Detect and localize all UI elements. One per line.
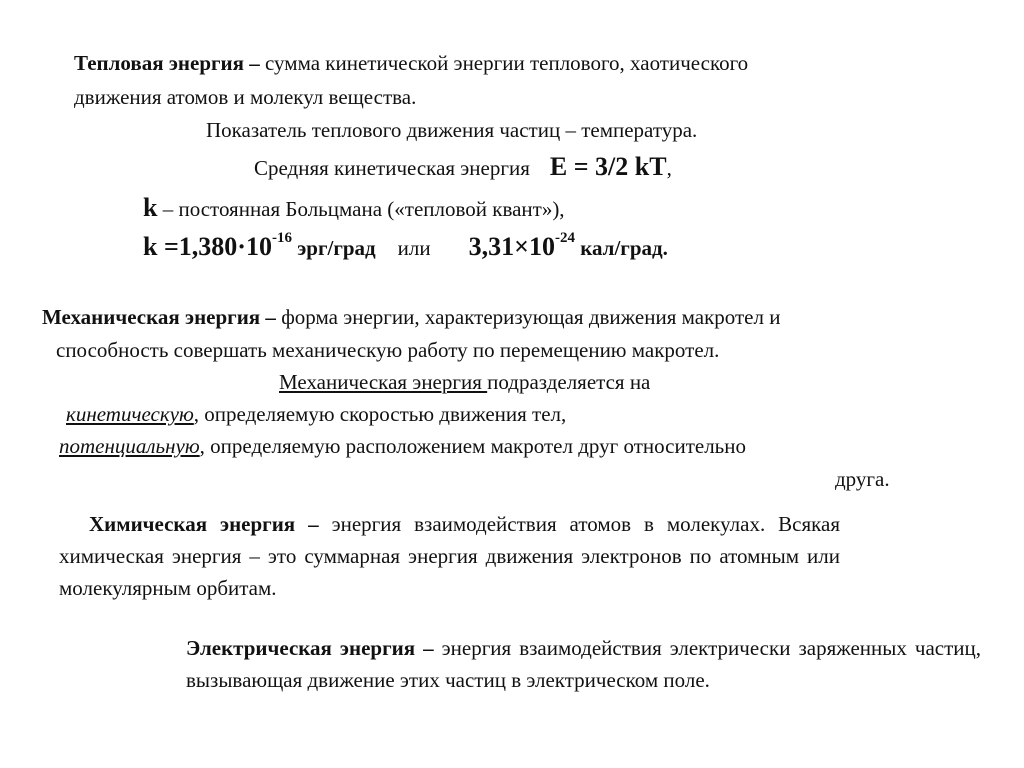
avg-kinetic-energy-line bbox=[254, 151, 672, 184]
mechanical-line-1 bbox=[42, 304, 780, 330]
electrical-term: Электрическая энергия – bbox=[186, 636, 434, 660]
kinetic-word: кинетическую bbox=[66, 402, 194, 426]
mechanical-energy-underlined: Механическая энергия bbox=[279, 370, 488, 394]
k-unit-2: кал/град. bbox=[574, 236, 668, 260]
mechanical-line-2: способность совершать механическую работу по перемещению макротел. bbox=[56, 338, 720, 362]
subdivide-text: подразделяется на bbox=[487, 370, 651, 394]
formula-comma: , bbox=[666, 156, 672, 180]
k-exponent-1: -16 bbox=[271, 230, 292, 247]
chemical-term: Химическая энергия – bbox=[89, 512, 319, 536]
chemical-text: энергия взаимодействия атомов в молекулах. Всякая химическая энергия – это суммарная энергия движения электронов по атомным или молекулярным орбитам. bbox=[59, 512, 840, 600]
mechanical-last-word: друга. bbox=[835, 467, 890, 491]
kinetic-energy-formula: E = 3/2 kT bbox=[549, 152, 667, 181]
k-exponent-2: -24 bbox=[554, 230, 575, 247]
kinetic-line bbox=[66, 401, 566, 427]
k-value-2 bbox=[469, 232, 575, 261]
electrical-paragraph bbox=[186, 632, 981, 696]
kinetic-desc: , определяемую скоростью движения тел, bbox=[193, 402, 567, 426]
k-value-2-base: 3,31×10 bbox=[468, 232, 555, 261]
chemical-paragraph bbox=[59, 508, 840, 604]
boltzmann-value-line bbox=[143, 227, 668, 268]
boltzmann-desc-line bbox=[143, 191, 565, 226]
thermal-line-2: движения атомов и молекул вещества. bbox=[74, 85, 417, 109]
thermal-temperature-line: Показатель теплового движения частиц – температура. bbox=[206, 118, 698, 142]
mechanical-term: Механическая энергия – bbox=[42, 305, 276, 329]
k-symbol: k bbox=[143, 193, 158, 222]
thermal-term: Тепловая энергия – bbox=[74, 51, 260, 75]
thermal-line-1 bbox=[74, 50, 748, 76]
potential-word: потенциальную bbox=[59, 434, 200, 458]
or-word: или bbox=[397, 236, 431, 260]
avg-kinetic-label: Средняя кинетическая энергия bbox=[254, 156, 530, 180]
k-base-1: 10 bbox=[245, 232, 272, 261]
k-value-prefix: k =1,380 bbox=[143, 232, 238, 261]
mechanical-subdivide-line bbox=[279, 369, 650, 395]
thermal-line-1-text: сумма кинетической энергии теплового, хаотического bbox=[259, 51, 749, 75]
boltzmann-desc: – постоянная Больцмана («тепловой квант»), bbox=[157, 197, 565, 221]
mechanical-line-1-text: форма энергии, характеризующая движения макротел и bbox=[275, 305, 781, 329]
potential-line bbox=[59, 433, 746, 459]
k-unit-1: эрг/град bbox=[291, 236, 376, 260]
electrical-text: энергия взаимодействия электрически заряженных частиц, вызывающая движение этих частиц в электрическом поле. bbox=[186, 636, 981, 692]
k-multiply-dot: · bbox=[237, 232, 246, 261]
k-value-1 bbox=[143, 232, 292, 261]
potential-desc: , определяемую расположением макротел друг относительно bbox=[199, 434, 746, 458]
